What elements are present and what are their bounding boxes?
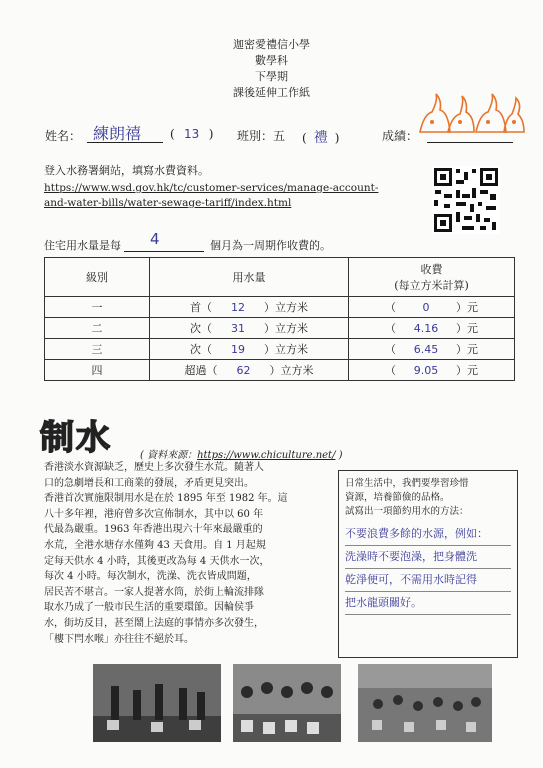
class-field[interactable]: ( 禮 )	[302, 127, 339, 147]
answer-line: 不要浪費多餘的水源，例如：	[345, 523, 511, 546]
article-line: 香港淡水資源缺乏，歷史上多次發生水荒。隨著人	[44, 462, 264, 473]
col-fee-title: 收費	[420, 263, 443, 276]
worksheet-title: 課後延伸工作紙	[233, 86, 310, 99]
usage-value: 31	[231, 322, 245, 335]
score-label: 成績：	[382, 129, 419, 143]
fee-value: 4.16	[413, 322, 439, 335]
article-line: 居民苦不堪言。一家人提著水筒，於街上輪流排隊	[44, 586, 264, 598]
usage-cell[interactable]: 超過（ 62 ）立方米	[150, 360, 349, 381]
section-title: 制水	[40, 418, 112, 458]
class-value: 禮	[313, 130, 328, 146]
fee-cell[interactable]: （ 4.16 ）元	[349, 318, 515, 339]
usage-cell[interactable]: 次（ 19 ）立方米	[150, 339, 349, 360]
reflection-box	[338, 470, 518, 658]
table-row	[45, 339, 515, 360]
intro-text: 登入水務署網站，填寫水費資料。	[44, 164, 209, 177]
usage-prefix: 超過	[184, 364, 207, 377]
article-line: 水，街坊反目，甚至鬧上法庭的事情亦多次發生，	[44, 617, 264, 629]
unit-label: 立方米	[280, 364, 314, 377]
historical-photo-3	[358, 664, 492, 742]
money-unit: 元	[467, 322, 478, 335]
wsd-link-line1[interactable]: https://www.wsd.gov.hk/tc/customer-services/manage-account-	[44, 182, 379, 194]
number-value: 13	[184, 127, 200, 141]
unit-label: 立方米	[275, 343, 308, 356]
article-line: 定每天供水 4 小時，其後更改為每 4 天供水一次，	[44, 555, 270, 567]
table-header-row	[45, 258, 515, 297]
period-field[interactable]	[124, 230, 204, 252]
money-unit: 元	[467, 364, 478, 377]
article-line: 香港首次實施限制用水是在於 1895 年至 1982 年。這	[44, 493, 288, 505]
source-label: ( 資料來源：	[140, 450, 198, 461]
answer-line: 乾淨便可，不需用水時記得	[345, 569, 511, 592]
usage-value: 12	[231, 301, 245, 314]
term: 下學期	[255, 70, 288, 83]
row-level: 三	[45, 339, 150, 360]
row-level: 二	[45, 318, 150, 339]
table-row	[45, 360, 515, 381]
fee-value: 6.45	[413, 343, 439, 356]
usage-prefix: 次	[190, 322, 201, 335]
col-level: 級別	[45, 258, 150, 297]
period-prefix: 住宅用水量是每	[44, 239, 121, 252]
period-suffix: 個月為一周期作收費的。	[210, 239, 331, 252]
article-line: 八十多年裡，港府曾多次宣佈制水，其中以 60 年	[44, 508, 264, 520]
usage-value: 62	[236, 364, 251, 377]
usage-prefix: 首	[190, 301, 201, 314]
school-name: 迦密愛禮信小學	[233, 38, 310, 51]
fee-value: 9.05	[413, 364, 439, 377]
reflection-text: 資源，培養節儉的品格。	[345, 492, 450, 503]
historical-photo-2	[233, 664, 341, 742]
article-line: 水荒，全港水塘存水僅夠 43 天食用。自 1 月起規	[44, 539, 266, 551]
article-line: 代最為嚴重。1963 年香港出現六十年來最嚴重的	[44, 524, 263, 536]
qr-code-icon[interactable]	[432, 166, 500, 234]
row-level: 一	[45, 297, 150, 318]
source-link[interactable]: https://www.chiculture.net/	[197, 450, 336, 461]
col-usage: 用水量	[150, 258, 349, 297]
wsd-link-line2[interactable]: and-water-bills/water-sewage-tariff/index.html	[44, 197, 292, 209]
name-field[interactable]	[87, 123, 163, 143]
unit-label: 立方米	[275, 301, 308, 314]
fee-cell[interactable]: （ 6.45 ）元	[349, 339, 515, 360]
source-end: )	[335, 450, 343, 461]
usage-cell[interactable]: 次（ 31 ）立方米	[150, 318, 349, 339]
article-line: 「樓下閂水喉」亦往往不絕於耳。	[44, 633, 194, 645]
subject: 數學科	[255, 54, 288, 67]
money-unit: 元	[467, 343, 478, 356]
class-label: 班別：五	[237, 129, 286, 143]
answer-area[interactable]	[339, 519, 517, 619]
fee-cell[interactable]: （ 9.05 ）元	[349, 360, 515, 381]
source-citation	[140, 446, 343, 461]
name-value: 練朗禧	[93, 124, 142, 143]
col-fee	[349, 258, 515, 297]
name-label: 姓名：	[45, 129, 82, 143]
table-row	[45, 318, 515, 339]
article-line: 口的急劇增長和工商業的發展，矛盾更見突出。	[44, 477, 254, 489]
row-level: 四	[45, 360, 150, 381]
article-text	[44, 460, 334, 647]
article-line: 取水乃成了一般市民生活的重要環節。因輪侯爭	[44, 602, 254, 614]
table-row	[45, 297, 515, 318]
reflection-question: 試寫出一項節約用水的方法：	[345, 506, 469, 517]
unit-label: 立方米	[275, 322, 308, 335]
answer-line: 把水龍頭關好。	[345, 592, 511, 615]
number-field[interactable]: ( 13 )	[170, 127, 214, 141]
reflection-text: 日常生活中，我們要學習珍惜	[345, 478, 469, 489]
score-field[interactable]	[427, 123, 513, 143]
usage-cell[interactable]: 首（ 12 ）立方米	[150, 297, 349, 318]
fee-value: 0	[422, 301, 430, 314]
fee-cell[interactable]: （ 0 ）元	[349, 297, 515, 318]
money-unit: 元	[467, 301, 478, 314]
water-fee-table	[44, 257, 515, 381]
usage-prefix: 次	[190, 343, 201, 356]
usage-value: 19	[231, 343, 245, 356]
answer-line: 洗澡時不要泡澡，把身體洗	[345, 546, 511, 569]
article-line: 每次 4 小時。每次制水，洗澡、洗衣皆成問題，	[44, 571, 257, 583]
col-fee-subtitle: (每立方米計算)	[394, 279, 469, 292]
historical-photo-1	[93, 664, 221, 742]
period-value: 4	[150, 230, 160, 248]
